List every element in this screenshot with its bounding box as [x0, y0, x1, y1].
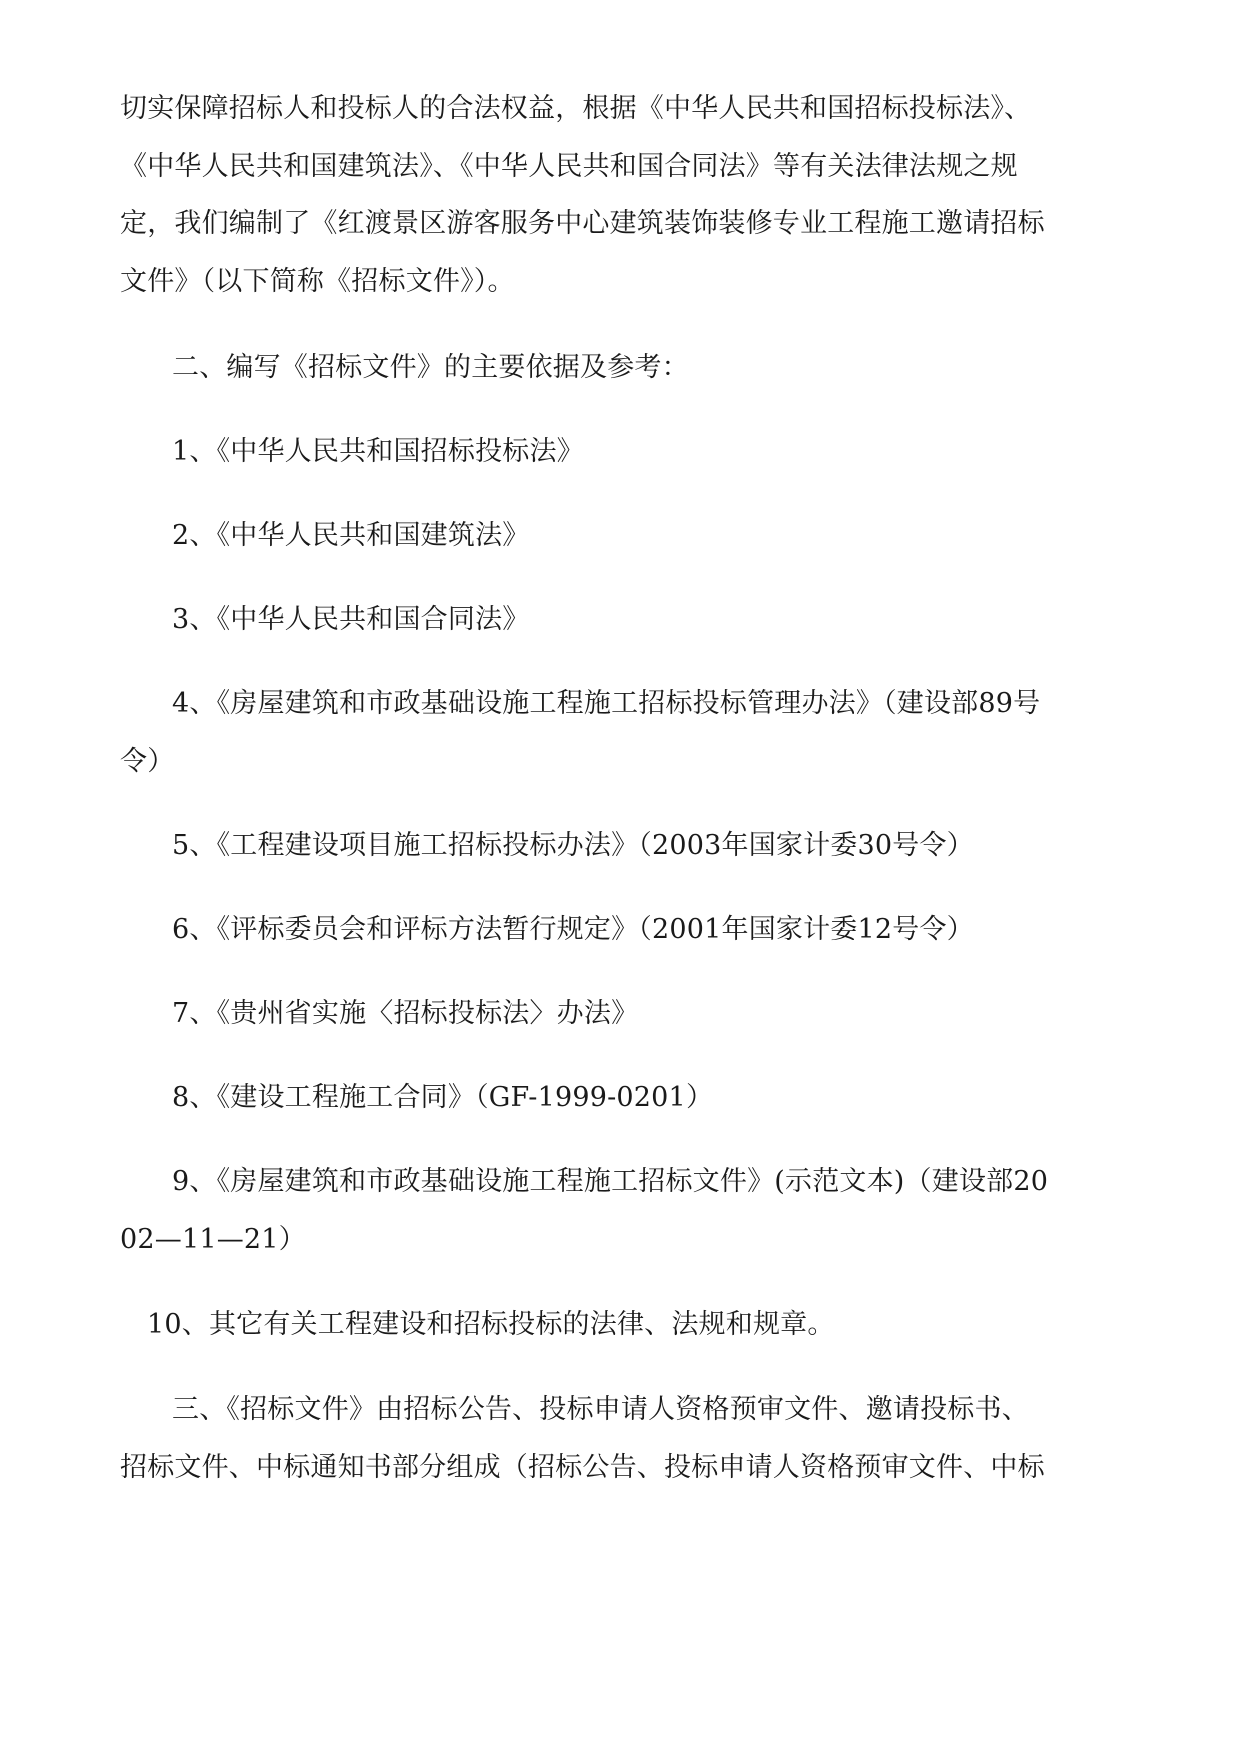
- reference-1: 1、《中华人民共和国招标投标法》: [172, 436, 584, 467]
- section-3-line-1: 三、《招标文件》由招标公告、投标申请人资格预审文件、邀请投标书、: [172, 1394, 1029, 1425]
- intro-line-2: 《中华人民共和国建筑法》、《中华人民共和国合同法》等有关法律法规之规: [120, 151, 1018, 182]
- intro-line-4: 文件》（以下简称《招标文件》）。: [120, 266, 515, 297]
- reference-5: 5、《工程建设项目施工招标投标办法》（2003年国家计委30号令）: [172, 830, 974, 861]
- reference-9-line-2: 02—11—21）: [120, 1224, 306, 1255]
- intro-line-3: 定，我们编制了《红渡景区游客服务中心建筑装饰装修专业工程施工邀请招标: [120, 208, 1045, 239]
- reference-3: 3、《中华人民共和国合同法》: [172, 604, 530, 635]
- section-3-line-2: 招标文件、中标通知书部分组成（招标公告、投标申请人资格预审文件、中标: [120, 1452, 1045, 1483]
- section-2-heading: 二、编写《招标文件》的主要依据及参考：: [172, 352, 689, 383]
- reference-4-line-1: 4、《房屋建筑和市政基础设施工程施工招标投标管理办法》（建设部89号: [172, 688, 1041, 719]
- reference-4-line-2: 令）: [120, 746, 175, 777]
- intro-line-1: 切实保障招标人和投标人的合法权益，根据《中华人民共和国招标投标法》、: [120, 93, 1032, 124]
- reference-7: 7、《贵州省实施〈招标投标法〉办法》: [172, 998, 639, 1029]
- reference-6: 6、《评标委员会和评标方法暂行规定》（2001年国家计委12号令）: [172, 914, 974, 945]
- reference-10: 10、其它有关工程建设和招标投标的法律、法规和规章。: [147, 1309, 835, 1340]
- reference-8: 8、《建设工程施工合同》（GF-1999-0201）: [172, 1082, 714, 1113]
- reference-2: 2、《中华人民共和国建筑法》: [172, 520, 530, 551]
- reference-9-line-1: 9、《房屋建筑和市政基础设施工程施工招标文件》(示范文本)（建设部20: [172, 1166, 1049, 1197]
